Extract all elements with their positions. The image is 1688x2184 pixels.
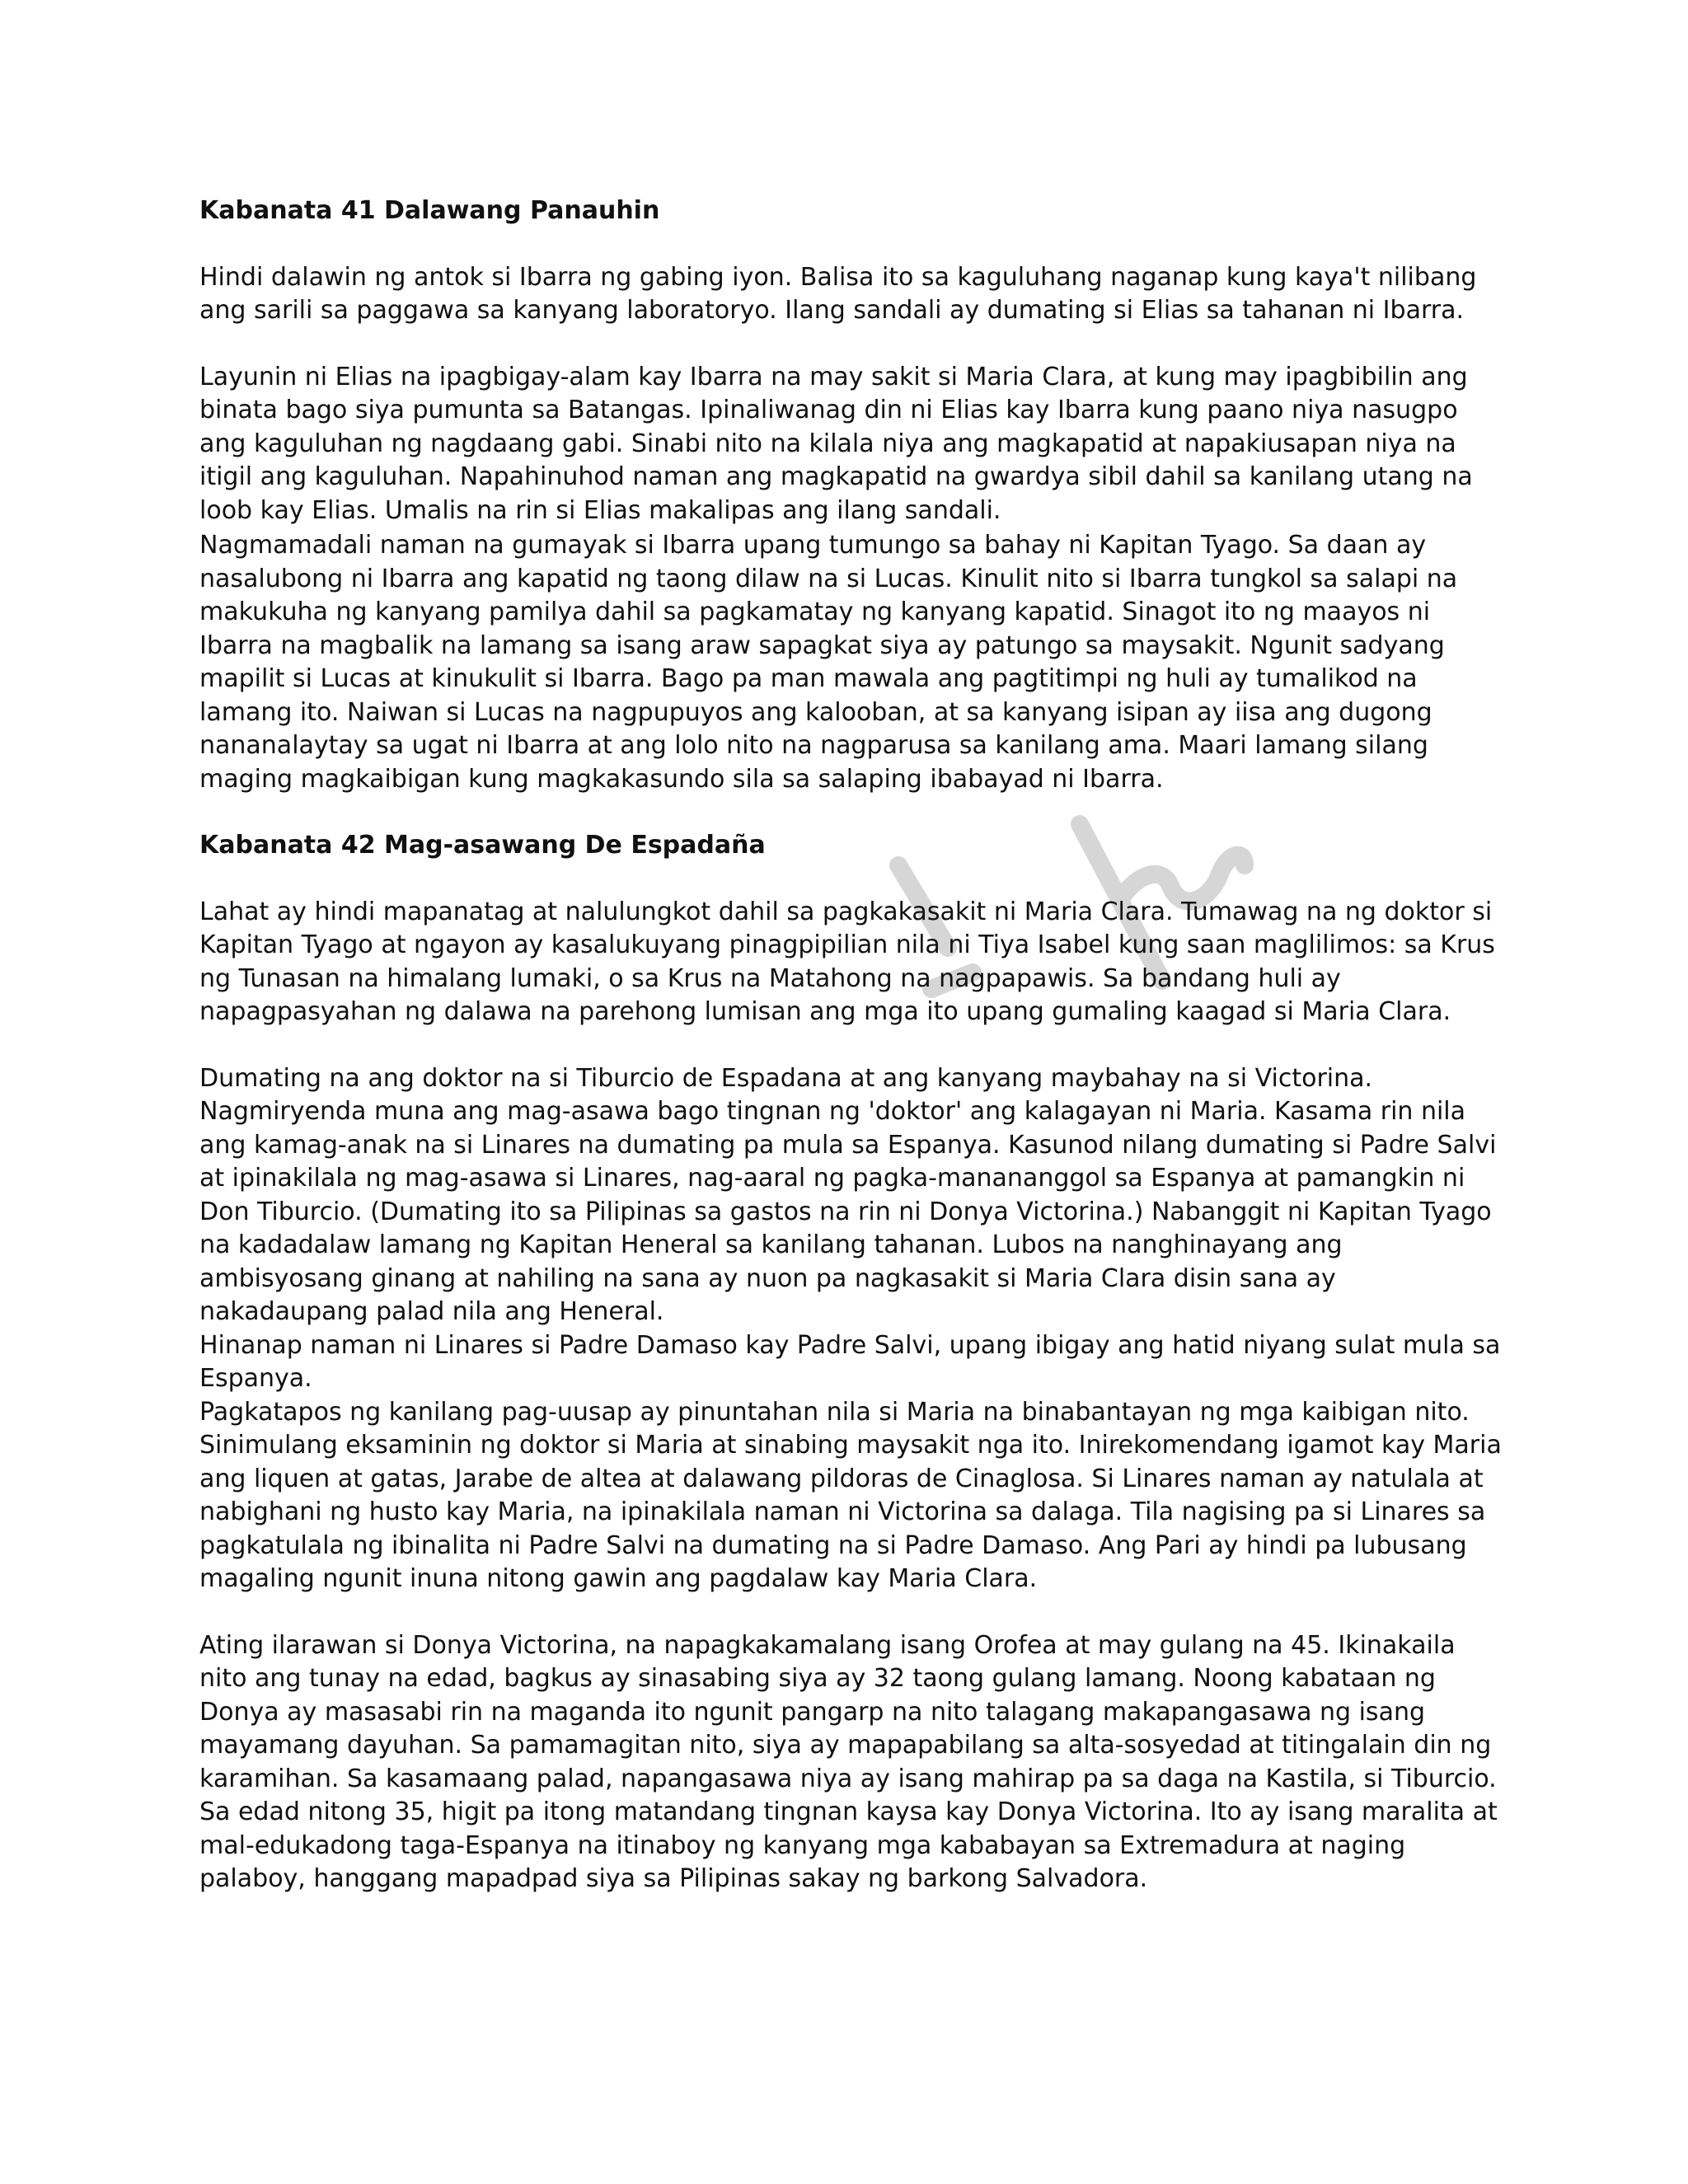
- paragraph: Nagmamadali naman na gumayak si Ibarra upang tumungo sa bahay ni Kapitan Tyago. Sa daan ay nasalubong ni Ibarra ang kapatid ng taong dilaw na si Lucas. Kinulit nito si Ibarra tungkol sa salapi na makukuha ng kanyang pamilya dahil sa pagkamatay ng kanyang kapatid. Sinagot ito ng maayos ni Ibarra na magbalik na lamang sa isang araw sapagkat siya ay patungo sa maysakit. Ngunit sadyang mapilit si Lucas at kinukulit si Ibarra. Bago pa man mawala ang pagtitimpi ng huli ay tumalikod na lamang ito. Naiwan si Lucas na nagpupuyos ang kalooban, at sa kanyang isipan ay iisa ang dugong nananalaytay sa ugat ni Ibarra at ang lolo nito na nagparusa sa kanilang ama. Maari lamang silang maging magkaibigan kung magkakasundo sila sa salaping ibabayad ni Ibarra.: [199, 531, 1458, 794]
- paragraph: Hindi dalawin ng antok si Ibarra ng gabing iyon. Balisa ito sa kaguluhang naganap kung kaya't nilibang ang sarili sa paggawa sa kanyang laboratoryo. Ilang sandali ay dumating si Elias sa tahanan ni Ibarra.: [199, 262, 1477, 325]
- section-kabanata-41: [199, 194, 1510, 796]
- paragraph: Dumating na ang doktor na si Tiburcio de Espadana at ang kanyang maybahay na si Victorina. Nagmiryenda muna ang mag-asawa bago tingnan ng 'doktor' ang kalagayan ni Maria. Kasama rin nila ang kamag-anak na si Linares na dumating pa mula sa Espanya. Kasunod nilang dumating si Padre Salvi at ipinakilala ng mag-asawa si Linares, nag-aaral ng pagka-manananggol sa Espanya at pamangkin ni Don Tiburcio. (Dumating ito sa Pilipinas sa gastos na rin ni Donya Victorina.) Nabanggit ni Kapitan Tyago na kadadalaw lamang ng Kapitan Heneral sa kanilang tahanan. Lubos na nanghinayang ang ambisyosang ginang at nahiling na sana ay nuon pa nagkasakit si Maria Clara disin sana ay nakadaupang palad nila ang Heneral.: [199, 1063, 1497, 1326]
- paragraph: Hinanap naman ni Linares si Padre Damaso kay Padre Salvi, upang ibigay ang hatid niyang sulat mula sa Espanya.: [199, 1330, 1501, 1393]
- section-heading: Kabanata 42 Mag-asawang De Espadaña: [199, 831, 766, 860]
- section-kabanata-42: [199, 829, 1510, 1896]
- document-body: [199, 194, 1510, 1896]
- paragraph: Ating ilarawan si Donya Victorina, na napagkakamalang isang Orofea at may gulang na 45. Ikinakaila nito ang tunay na edad, bagkus ay sinasabing siya ay 32 taong gulang lamang. Noong kabataan ng Donya ay masasabi rin na maganda ito ngunit pangarp na nito talagang makapangasawa ng isang mayamang dayuhan. Sa pamamagitan nito, siya ay mapapabilang sa alta-sosyedad at titingalain din ng karamihan. Sa kasamaang palad, napangasawa niya ay isang mahirap pa sa daga na Kastila, si Tiburcio. Sa edad nitong 35, higit pa itong matandang tingnan kaysa kay Donya Victorina. Ito ay isang maralita at mal-edukadong taga-Espanya na itinaboy ng kanyang mga kababayan sa Extremadura at naging palaboy, hanggang mapadpad siya sa Pilipinas sakay ng barkong Salvadora.: [199, 1630, 1498, 1893]
- section-heading: Kabanata 41 Dalawang Panauhin: [199, 196, 660, 225]
- paragraph: Pagkatapos ng kanilang pag-uusap ay pinuntahan nila si Maria na binabantayan ng mga kaibigan nito. Sinimulang eksaminin ng doktor si Maria at sinabing maysakit nga ito. Inirekomendang igamot kay Maria ang liquen at gatas, Jarabe de altea at dalawang pildoras de Cinaglosa. Si Linares naman ay natulala at nabighani ng husto kay Maria, na ipinakilala naman ni Victorina sa dalaga. Tila nagising pa si Linares sa pagkatulala ng ibinalita ni Padre Salvi na dumating na si Padre Damaso. Ang Pari ay hindi pa lubusang magaling ngunit inuna nitong gawin ang pagdalaw kay Maria Clara.: [199, 1397, 1502, 1593]
- paragraph: Layunin ni Elias na ipagbigay-alam kay Ibarra na may sakit si Maria Clara, at kung may ipagbibilin ang binata bago siya pumunta sa Batangas. Ipinaliwanag din ni Elias kay Ibarra kung paano niya nasugpo ang kaguluhan ng nagdaang gabi. Sinabi nito na kilala niya ang magkapatid at napakiusapan niya na itigil ang kaguluhan. Napahinuhod naman ang magkapatid na gwardya sibil dahil sa kanilang utang na loob kay Elias. Umalis na rin si Elias makalipas ang ilang sandali.: [199, 362, 1473, 525]
- paragraph: Lahat ay hindi mapanatag at nalulungkot dahil sa pagkakasakit ni Maria Clara. Tumawag na ng doktor si Kapitan Tyago at ngayon ay kasalukuyang pinagpipilian nila ni Tiya Isabel kung saan maglilimos: sa Krus ng Tunasan na himalang lumaki, o sa Krus na Matahong na nagpapawis. Sa bandang huli ay napagpasyahan ng dalawa na parehong lumisan ang mga ito upang gumaling kaagad si Maria Clara.: [199, 897, 1495, 1026]
